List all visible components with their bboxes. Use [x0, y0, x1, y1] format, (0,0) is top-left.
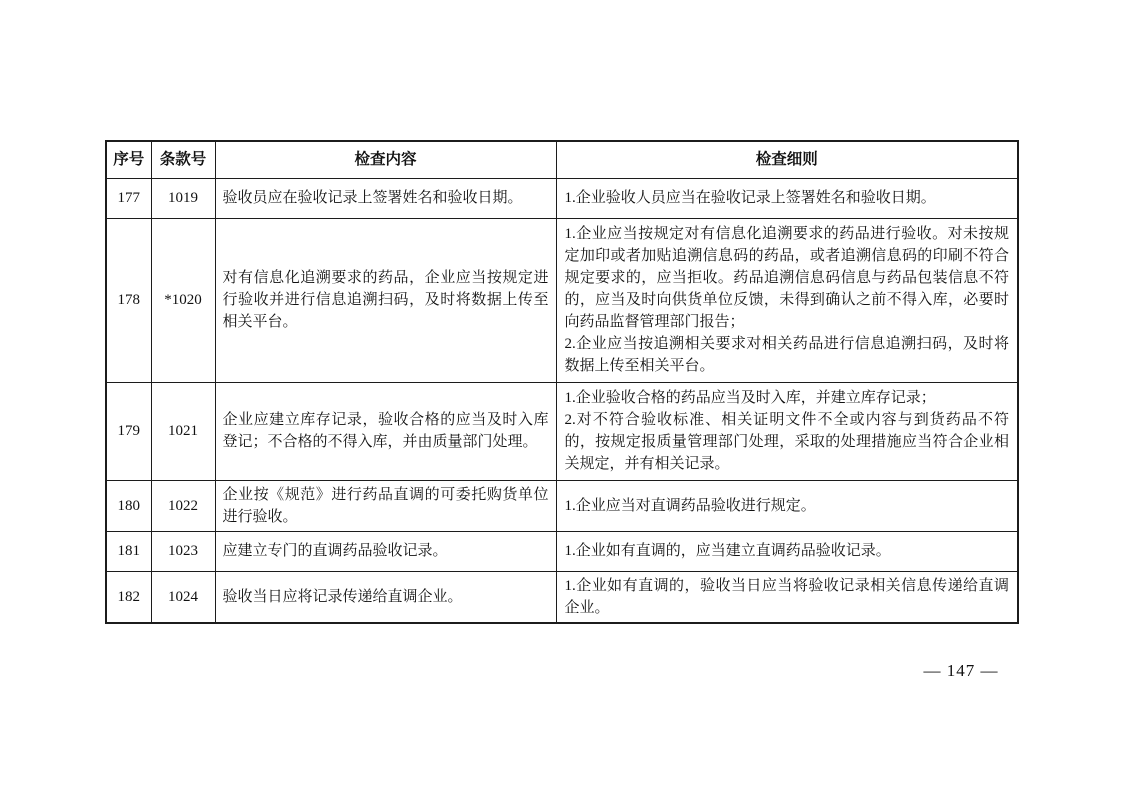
clause-cell: 1019 [151, 178, 215, 218]
table-row [106, 571, 1018, 623]
header-seq: 序号 [106, 141, 151, 178]
clause-cell: 1022 [151, 480, 215, 531]
detail-item: 1.企业验收合格的药品应当及时入库，并建立库存记录； [564, 390, 936, 406]
content-cell: 企业按《规范》进行药品直调的可委托购货单位进行验收。 [215, 480, 556, 531]
clause-cell: *1020 [151, 218, 215, 382]
seq-cell: 179 [106, 382, 151, 480]
table-row [106, 382, 1018, 480]
header-clause: 条款号 [151, 141, 215, 178]
table-row [106, 218, 1018, 382]
content-cell: 验收员应在验收记录上签署姓名和验收日期。 [215, 178, 556, 218]
content-cell: 应建立专门的直调药品验收记录。 [215, 531, 556, 571]
clause-cell: 1021 [151, 382, 215, 480]
detail-item: 1.企业应当按规定对有信息化追溯要求的药品进行验收。对未按规定加印或者加贴追溯信息码的药品，或者追溯信息码的印刷不符合规定要求的，应当拒收。药品追溯信息码信息与药品包装信息不符的，应当及时向供货单位反馈，未得到确认之前不得入库，必要时向药品监督管理部门报告； [564, 226, 1009, 330]
detail-item: 2.对不符合验收标准、相关证明文件不全或内容与到货药品不符的，按规定报质量管理部门处理，采取的处理措施应当符合企业相关规定，并有相关记录。 [564, 412, 1009, 472]
page-number: — 147 — [923, 661, 999, 680]
content-cell: 验收当日应将记录传递给直调企业。 [215, 571, 556, 623]
content-cell: 对有信息化追溯要求的药品，企业应当按规定进行验收并进行信息追溯扫码，及时将数据上传至相关平台。 [215, 218, 556, 382]
detail-item: 1.企业应当对直调药品验收进行规定。 [564, 497, 816, 514]
table-row [106, 178, 1018, 218]
table-row [106, 480, 1018, 531]
detail-item: 1.企业验收人员应当在验收记录上签署姓名和验收日期。 [564, 190, 936, 206]
table-row [106, 531, 1018, 571]
content-cell: 企业应建立库存记录，验收合格的应当及时入库登记；不合格的不得入库，并由质量部门处理。 [215, 382, 556, 480]
details-cell [556, 531, 1018, 571]
details-cell [556, 382, 1018, 480]
detail-item: 2.企业应当按追溯相关要求对相关药品进行信息追溯扫码，及时将数据上传至相关平台。 [564, 336, 1009, 374]
details-cell [556, 218, 1018, 382]
inspection-checklist-table [105, 140, 1019, 624]
seq-cell: 178 [106, 218, 151, 382]
details-cell [556, 480, 1018, 531]
detail-item: 1.企业如有直调的，应当建立直调药品验收记录。 [564, 543, 891, 559]
table-header-row [106, 141, 1018, 178]
clause-cell: 1023 [151, 531, 215, 571]
clause-cell: 1024 [151, 571, 215, 623]
seq-cell: 180 [106, 480, 151, 531]
details-cell [556, 571, 1018, 623]
details-cell [556, 178, 1018, 218]
header-content: 检查内容 [215, 141, 556, 178]
header-details: 检查细则 [556, 141, 1018, 178]
seq-cell: 182 [106, 571, 151, 623]
detail-item: 1.企业如有直调的，验收当日应当将验收记录相关信息传递给直调企业。 [564, 577, 1009, 616]
seq-cell: 177 [106, 178, 151, 218]
seq-cell: 181 [106, 531, 151, 571]
